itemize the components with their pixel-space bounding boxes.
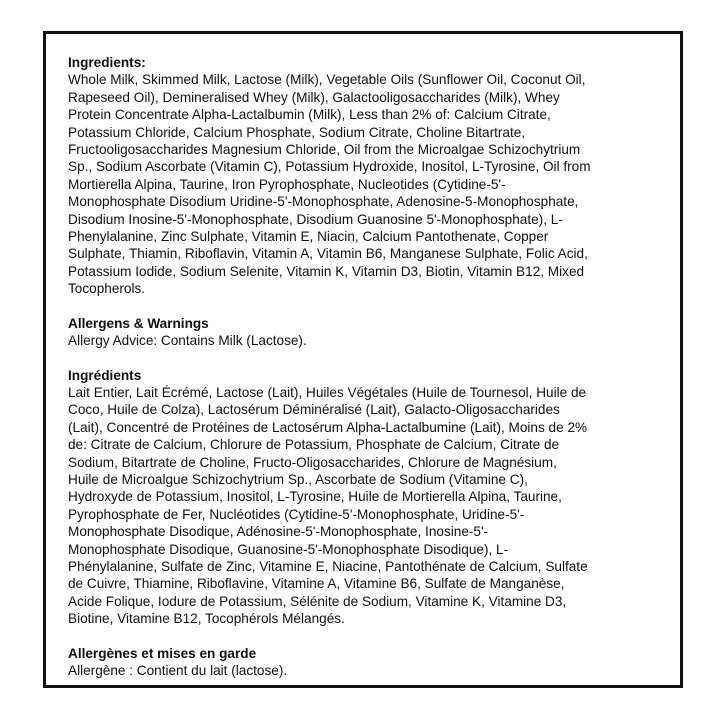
allergens-en-title: Allergens & Warnings	[68, 315, 209, 331]
allergens-en-text: Allergy Advice: Contains Milk (Lactose).	[68, 333, 307, 349]
ingredients-fr-section	[68, 367, 660, 628]
allergens-en-section	[68, 315, 660, 350]
ingredients-en-text: Whole Milk, Skimmed Milk, Lactose (Milk), Vegetable Oils (Sunflower Oil, Coconut Oil, Rapeseed Oil), Demineralised Whey (Milk), Galactooligosaccharides (Milk), Whey Protein Concentrate Alpha-Lactalbumin (Milk), Less than 2% of: Calcium Citrate, Potassium Chloride, Calcium Phosphate, Sodium Citrate, Choline Bitartrate, Fructooligosaccharides Magnesium Chloride, Oil from the Microalgae Schizochytrium Sp., Sodium Ascorbate (Vitamin C), Potassium Hydroxide, Inositol, L-Tyrosine, Oil from Mortierella Alpina, Taurine, Iron Pyrophosphate, Nucleotides (Cytidine-5'- Monophosphate Disodium Uridine-5'-Monophosphate, Adenosine-5-Monophosphate, Disodium Inosine-5'-Monophosphate, Disodium Guanosine 5'-Monophosphate), L- Phenylalanine, Zinc Sulphate, Vitamin E, Niacin, Calcium Pantothenate, Copper Sulphate, Thiamin, Riboflavin, Vitamin A, Vitamin B6, Manganese Sulphate, Folic Acid, Potassium Iodide, Sodium Selenite, Vitamin K, Vitamin D3, Biotin, Vitamin B12, Mixed Tocopherols.	[68, 72, 591, 297]
ingredients-fr-title: Ingrédients	[68, 367, 142, 383]
allergens-fr-title: Allergènes et mises en garde	[68, 645, 257, 661]
allergens-fr-text: Allergène : Contient du lait (lactose).	[68, 663, 288, 678]
allergens-fr-section	[68, 645, 660, 680]
ingredients-panel	[43, 31, 683, 688]
ingredients-fr-text: Lait Entier, Lait Écrémé, Lactose (Lait), Huiles Végétales (Huile de Tournesol, Huile de Coco, Huile de Colza), Lactosérum Déminéralisé (Lait), Galacto-Oligosaccharides (Lait), Concentré de Protéines de Lactosérum Alpha-Lactalbumine (Lait), Moins de 2% de: Citrate de Calcium, Chlorure de Potassium, Phosphate de Calcium, Citrate de Sodium, Bitartrate de Choline, Fructo-Oligosaccharides, Chlorure de Magnésium, Huile de Microalgue Schizochytrium Sp., Ascorbate de Sodium (Vitamine C), Hydroxyde de Potassium, Inositol, L-Tyrosine, Huile de Mortierella Alpina, Taurine, Pyrophosphate de Fer, Nucléotides (Cytidine-5'-Monophosphate, Uridine-5'- Monophosphate Disodique, Adénosine-5'-Monophosphate, Inosine-5'- Monophosphate Disodique, Guanosine-5'-Monophosphate Disodique), L- Phénylalanine, Sulfate de Zinc, Vitamine E, Niacine, Pantothénate de Calcium, Sulfate de Cuivre, Thiamine, Riboflavine, Vitamine A, Vitamine B6, Sulfate de Manganèse, Acide Folique, Iodure de Potassium, Sélénite de Sodium, Vitamine K, Vitamine D3, Biotine, Vitamine B12, Tocophérols Mélangés.	[68, 384, 588, 627]
ingredients-en-section	[68, 54, 660, 298]
ingredients-en-title: Ingredients:	[68, 55, 146, 70]
